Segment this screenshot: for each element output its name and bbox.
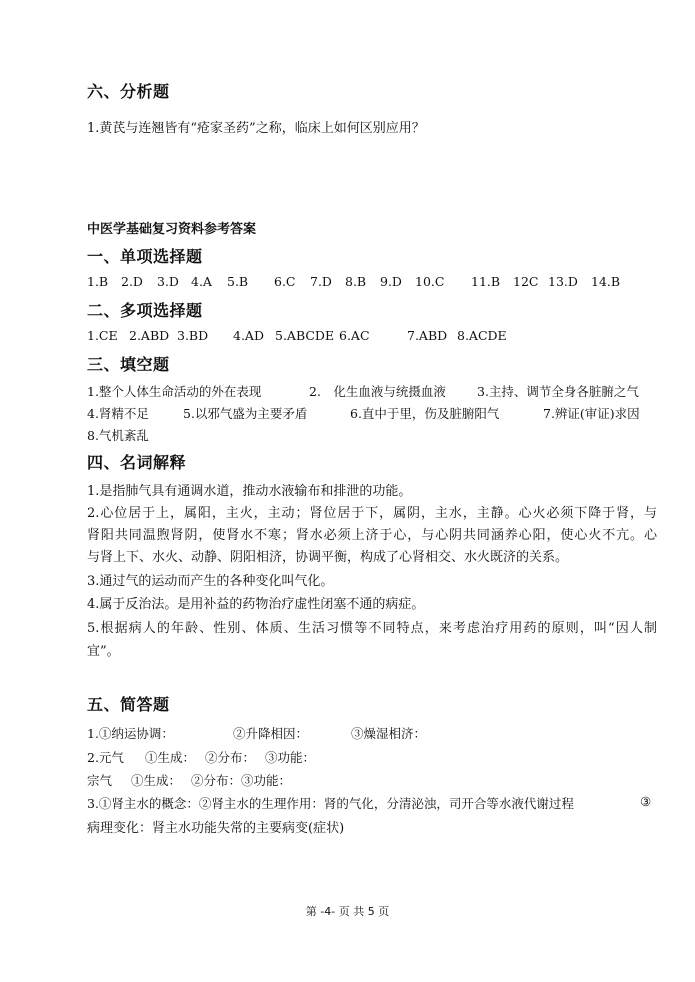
section1-answers: [87, 274, 647, 292]
section6-heading: 六、分析题: [87, 82, 170, 101]
definition-line: 5.根据病人的年龄、性别、体质、生活习惯等不同特点，来考虑治疗用药的原则，叫“因人制: [87, 621, 657, 636]
definition-line: 3.通过气的运动而产生的各种变化叫气化。: [87, 574, 334, 589]
answer-part: ②分布：③功能：: [191, 773, 292, 788]
answer-item: 11.B: [471, 274, 501, 289]
answer-part: 3.①肾主水的概念：②肾主水的生理作用：肾的气化，分清泌浊，司开合等水液代谢过程: [87, 796, 574, 811]
answer-part: 宗气: [87, 773, 113, 788]
section3-line-3: [87, 426, 657, 444]
answer-item: 8.B: [345, 274, 367, 289]
answer-item: 4.A: [191, 274, 212, 289]
answer-item: 5.B: [227, 274, 249, 289]
section4-heading: 四、名词解释: [87, 453, 187, 472]
answer-part: ②升降相因：: [233, 726, 309, 741]
fill-answer: 6.直中于里，伤及脏腑阳气: [350, 406, 500, 421]
short-answer-3a: [87, 794, 657, 812]
fill-answer: 8.气机紊乱: [87, 428, 149, 443]
answer-item: 6.C: [274, 274, 296, 289]
short-answer-1: [87, 724, 657, 742]
answer-item: 7.ABD: [407, 328, 448, 343]
definition-line: 宜”。: [87, 644, 120, 659]
short-answer-2b: [87, 771, 657, 789]
answer-part: ③功能：: [265, 750, 316, 765]
answer-item: 1.B: [87, 274, 109, 289]
answer-item: 14.B: [591, 274, 621, 289]
definition-line: 1.是指肺气具有通调水道，推动水液输布和排泄的功能。: [87, 484, 412, 499]
section1-heading: 一、单项选择题: [87, 247, 203, 266]
short-answer-2a: [87, 748, 657, 766]
fill-answer: 4.肾精不足: [87, 406, 149, 421]
fill-answer: 1.整个人体生命活动的外在表现: [87, 384, 262, 399]
section2-heading: 二、多项选择题: [87, 301, 203, 320]
answer-item: 4.AD: [233, 328, 264, 343]
fill-answer: 2. 化生血液与统摄血液: [309, 384, 446, 399]
answer-item: 12C: [513, 274, 539, 289]
answer-item: 9.D: [380, 274, 402, 289]
answer-part: ②分布：: [205, 750, 256, 765]
answer-item: 3.D: [157, 274, 179, 289]
answers-title: 中医学基础复习资料参考答案: [87, 222, 257, 237]
definition-line: 4.属于反治法。是用补益的药物治疗虚性闭塞不通的病症。: [87, 597, 425, 612]
section3-line-2: [87, 404, 657, 422]
answer-part: ①生成：: [145, 750, 196, 765]
answer-item: 10.C: [415, 274, 445, 289]
fill-answer: 5.以邪气盛为主要矛盾: [183, 406, 308, 421]
definition-line: 与肾上下、水火、动静、阴阳相济，协调平衡，构成了心肾相交、水火既济的关系。: [87, 550, 569, 565]
answer-part: ③燥湿相济：: [351, 726, 427, 741]
section3-line-1: [87, 382, 657, 400]
section6-question-1: 1.黄芪与连翘皆有“疮家圣药”之称，临床上如何区别应用？: [87, 121, 425, 136]
short-answer-3b: 病理变化：肾主水功能失常的主要病变(症状): [87, 821, 345, 836]
answer-item: 7.D: [310, 274, 332, 289]
answer-item: 13.D: [548, 274, 578, 289]
answer-item: 6.AC: [339, 328, 370, 343]
answer-item: 1.CE: [87, 328, 118, 343]
answer-item: 8.ACDE: [457, 328, 507, 343]
answer-item: 3.BD: [177, 328, 209, 343]
fill-answer: 7.辨证(审证)求因: [543, 406, 640, 421]
section2-answers: [87, 328, 647, 346]
answer-item: 5.ABCDE: [275, 328, 335, 343]
answer-part: ③: [640, 794, 652, 809]
fill-answer: 3.主持、调节全身各脏腑之气: [477, 384, 639, 399]
section5-heading: 五、简答题: [87, 695, 170, 714]
answer-item: 2.ABD: [129, 328, 170, 343]
answer-part: 1.①纳运协调：: [87, 726, 174, 741]
definition-line: 2.心位居于上，属阳，主火，主动；肾位居于下，属阴，主水，主静。心火必须下降于肾，与: [87, 506, 657, 521]
answer-item: 2.D: [121, 274, 143, 289]
section3-heading: 三、填空题: [87, 355, 170, 374]
page-footer: 第 -4- 页 共 5 页: [305, 905, 390, 918]
definition-line: 肾阳共同温煦肾阴，使肾水不寒；肾水必须上济于心，与心阴共同涵养心阳，使心火不亢。心: [87, 528, 657, 543]
answer-part: 2.元气: [87, 750, 124, 765]
answer-part: ①生成：: [131, 773, 182, 788]
